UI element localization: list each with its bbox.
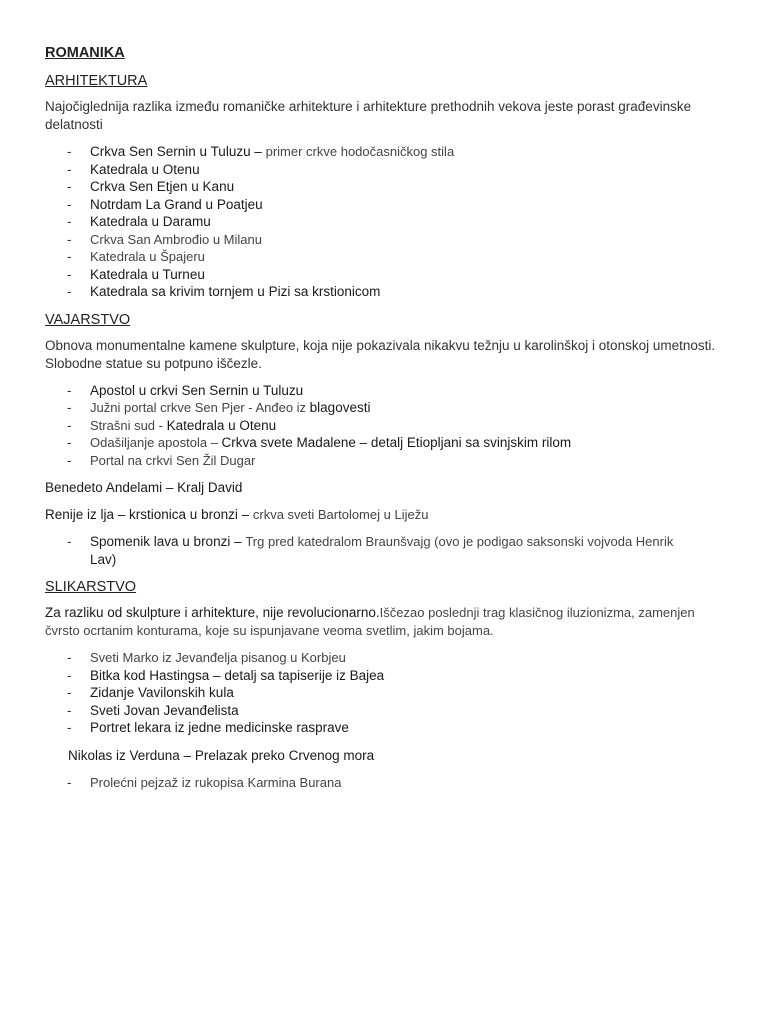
- list-item-note: Crkva San Ambrođio u Milanu: [90, 231, 262, 247]
- dash-marker: -: [67, 774, 72, 790]
- dash-marker: -: [67, 650, 72, 665]
- vajarstvo-line-renije: [45, 506, 725, 524]
- intro-main: Za razliku od skulpture i arhitekture, nije revolucionarno.: [45, 605, 380, 620]
- dash-marker: -: [67, 144, 72, 159]
- list-item-main: Crkva svete Madalene – detalj Etiopljani sa svinjskim rilom: [221, 435, 572, 450]
- list-item: [45, 667, 725, 685]
- list-item: [45, 161, 725, 179]
- section-heading-slikarstvo: SLIKARSTVO: [45, 579, 137, 595]
- list-item: [45, 231, 725, 249]
- list-item-main: Spomenik lava u bronzi –: [90, 534, 246, 549]
- dash-marker: -: [67, 667, 72, 683]
- list-item-note: Prolećni pejzaž iz rukopisa Karmina Burana: [90, 774, 342, 790]
- dash-marker: -: [67, 417, 72, 433]
- dash-marker: -: [67, 179, 72, 194]
- vajarstvo-line-benedeto: Benedeto Andelami – Kralj David: [45, 480, 243, 495]
- list-item: [45, 399, 725, 417]
- list-item: [45, 774, 725, 792]
- dash-marker: -: [67, 534, 72, 549]
- slikarstvo-list: [45, 649, 725, 737]
- list-item-note: Katedrala u Špajeru: [90, 249, 205, 264]
- list-item-note: Portal na crkvi Sen Žil Dugar: [90, 452, 256, 468]
- list-item-main: Katedrala u Otenu: [166, 417, 277, 433]
- list-item: [45, 283, 725, 301]
- list-item: [45, 702, 725, 720]
- dash-marker: -: [67, 196, 72, 212]
- line-main: Renije iz lja – krstionica u bronzi –: [45, 507, 253, 522]
- list-item: [45, 266, 725, 284]
- list-item-main: Crkva Sen Sernin u Tuluzu –: [90, 144, 266, 159]
- dash-marker: -: [67, 214, 72, 229]
- arhitektura-list: [45, 143, 725, 301]
- dash-marker: -: [67, 231, 72, 247]
- dash-marker: -: [67, 266, 72, 282]
- slikarstvo-line-nikolas: Nikolas iz Verduna – Prelazak preko Crvenog mora: [68, 747, 375, 763]
- dash-marker: -: [67, 249, 72, 264]
- dash-marker: -: [67, 400, 72, 415]
- dash-marker: -: [67, 720, 72, 735]
- list-item: [45, 533, 725, 568]
- list-item: [45, 213, 725, 231]
- dash-marker: -: [67, 435, 72, 450]
- section-heading-vajarstvo: VAJARSTVO: [45, 311, 131, 328]
- list-item-main: Bitka kod Hastingsa – detalj sa tapiserije iz Bajea: [90, 667, 385, 683]
- list-item: [45, 382, 725, 400]
- dash-marker: -: [67, 685, 72, 700]
- list-item-main: Apostol u crkvi Sen Sernin u Tuluzu: [90, 382, 304, 398]
- section-heading-arhitektura: ARHITEKTURA: [45, 73, 148, 89]
- list-item-note: primer crkve hodočasničkog stila: [265, 144, 455, 159]
- list-item-main: Katedrala u Daramu: [90, 214, 211, 229]
- document-content: [45, 44, 725, 801]
- list-item: [45, 434, 725, 452]
- list-item: [45, 452, 725, 470]
- list-item-main: Portret lekara iz jedne medicinske rasprave: [90, 720, 349, 735]
- list-item: [45, 649, 725, 667]
- list-item-main: Sveti Jovan Jevanđelista: [90, 702, 239, 718]
- arhitektura-intro: Najočiglednija razlika između romaničke arhitekture i arhitekture prethodnih vekova jeste porast građevinske delatnosti: [45, 99, 692, 132]
- dash-marker: -: [67, 382, 72, 398]
- vajarstvo-list: [45, 382, 725, 470]
- list-item-note: Strašni sud -: [90, 417, 167, 433]
- dash-marker: -: [67, 452, 72, 468]
- list-item: [45, 143, 725, 161]
- line-note: crkva sveti Bartolomej u Liježu: [252, 507, 429, 522]
- list-item-main: Katedrala u Otenu: [90, 161, 200, 177]
- list-item: [45, 719, 725, 737]
- dash-marker: -: [67, 702, 72, 718]
- list-item-note: Odašiljanje apostola –: [90, 435, 222, 450]
- list-item: [45, 684, 725, 702]
- list-item-note: Sveti Marko iz Jevanđelja pisanog u Korbjeu: [90, 650, 346, 665]
- list-item: [45, 248, 725, 266]
- vajarstvo-intro: Obnova monumentalne kamene skulpture, koja nije pokazivala nikakvu težnju u karolinškoj i otonskoj umetnosti. Slobodne statue su potpuno iščezle.: [45, 337, 716, 371]
- intro-note: Iščezao poslednji trag klasičnog iluzionizma, zamenjen čvrsto ocrtanim konturama, koje su ispunjavane veoma svetlim, jakim bojama.: [45, 605, 695, 638]
- list-item-main: Crkva Sen Etjen u Kanu: [90, 179, 235, 194]
- list-item-main: Katedrala sa krivim tornjem u Pizi sa krstionicom: [90, 284, 381, 299]
- dash-marker: -: [67, 284, 72, 299]
- slikarstvo-intro: [45, 604, 725, 640]
- list-item-continuation: Lav): [90, 551, 117, 567]
- list-item-main: Notrdam La Grand u Poatjeu: [90, 196, 263, 212]
- list-item-main: Zidanje Vavilonskih kula: [90, 685, 234, 700]
- dash-marker: -: [67, 161, 72, 177]
- list-item-main: blagovesti: [309, 400, 371, 415]
- slikarstvo-list-2: [45, 774, 725, 792]
- list-item-note: Južni portal crkve Sen Pjer - Anđeo iz: [90, 400, 310, 415]
- vajarstvo-list-2: [45, 533, 725, 568]
- document-title: ROMANIKA: [45, 45, 125, 61]
- list-item: [45, 417, 725, 435]
- list-item: [45, 178, 725, 196]
- list-item-note: Trg pred katedralom Braunšvajg (ovo je podigao saksonski vojvoda Henrik: [245, 534, 674, 549]
- list-item-main: Katedrala u Turneu: [90, 266, 205, 282]
- list-item: [45, 196, 725, 214]
